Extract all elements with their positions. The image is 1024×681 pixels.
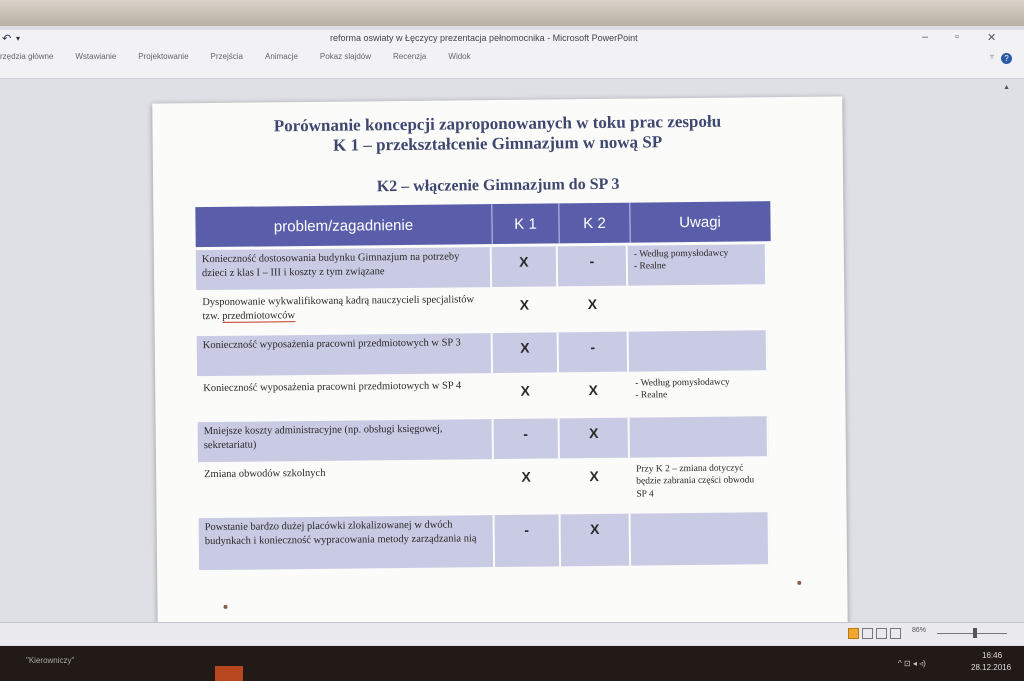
notes-cell: [629, 330, 768, 371]
k1-cell: -: [495, 514, 562, 567]
k2-cell: X: [560, 418, 630, 459]
notes-cell: [628, 287, 767, 328]
k1-cell: X: [493, 375, 559, 416]
notes-cell: [630, 416, 769, 457]
k1-cell: X: [492, 246, 558, 287]
tab-view[interactable]: Widok: [448, 52, 471, 61]
problem-cell: [196, 290, 492, 333]
k2-cell: X: [560, 461, 631, 512]
table-row: [196, 287, 771, 333]
maximize-button[interactable]: ▫: [955, 31, 959, 43]
decorative-dot: [223, 605, 227, 609]
notes-cell: Przy K 2 – zmiana dotyczyć będzie zabrania części obwodu SP 4: [630, 459, 770, 510]
slide-title-line-1: Porównanie koncepcji zaproponowanych w toku prac zespołu: [273, 111, 722, 136]
tab-insert[interactable]: Wstawianie: [75, 52, 117, 61]
tab-design[interactable]: Projektowanie: [138, 52, 189, 61]
header-notes: Uwagi: [679, 213, 721, 231]
close-button[interactable]: ✕: [987, 32, 997, 44]
header-k1: K 1: [492, 203, 559, 244]
status-bar: [0, 622, 1024, 645]
tab-review[interactable]: Recenzja: [393, 52, 427, 61]
table-row: [198, 459, 773, 515]
zoom-level[interactable]: 86%: [912, 627, 927, 634]
ceiling: [0, 0, 1024, 26]
tab-home[interactable]: rzędzia główne: [0, 52, 54, 61]
window-title: reforma oswiaty w Łęczycy prezentacja pełnomocnika - Microsoft PowerPoint: [330, 33, 638, 43]
taskbar: [0, 646, 1024, 681]
tab-animations[interactable]: Animacje: [264, 52, 298, 61]
powerpoint-taskbar-icon[interactable]: [215, 666, 243, 681]
k1-cell: X: [494, 461, 561, 512]
ribbon-tabs: [0, 52, 471, 61]
k2-cell: -: [558, 246, 628, 287]
decorative-dot: [797, 581, 801, 585]
slide-title-line-2: K 1 – przekształcenie Gimnazjum w nową SP: [333, 132, 663, 155]
table-row: [198, 416, 773, 462]
notes-cell: - Według pomysłodawcy - Realne: [628, 244, 767, 285]
tab-slideshow[interactable]: Pokaz slajdów: [319, 52, 372, 61]
tab-transitions[interactable]: Przejścia: [210, 52, 243, 61]
reading-view-icon[interactable]: [876, 628, 887, 639]
k2-cell: X: [559, 375, 629, 416]
zoom-slider[interactable]: [937, 633, 1007, 634]
comparison-table: [195, 201, 774, 570]
slide: [152, 96, 848, 635]
k2-cell: -: [559, 332, 629, 373]
problem-cell: Konieczność dostosowania budynku Gimnazjum na potrzeby dzieci z klas I – III i koszty z tym związane: [196, 247, 492, 290]
clock-date[interactable]: 28.12.2016: [971, 663, 1012, 672]
k1-cell: -: [494, 418, 560, 459]
problem-cell: Powstanie bardzo dużej placówki zlokalizowanej w dwóch budynkach i konieczność wypracowania metody zarządzania nią: [199, 515, 496, 570]
window-titlebar: [0, 30, 1024, 79]
header-problem: problem/zagadnienie: [195, 204, 492, 247]
table-header: [195, 201, 770, 247]
k2-cell: X: [561, 514, 632, 567]
problem-cell: Mniejsze koszty administracyjne (np. obsługi księgowej, sekretariatu): [198, 419, 494, 462]
undo-icon[interactable]: ↶: [2, 33, 12, 45]
notes-cell: - Według pomysłodawcy - Realne: [629, 373, 768, 414]
problem-underlined-text: przedmiotowców: [222, 309, 296, 322]
header-k2: K 2: [559, 203, 630, 244]
system-tray-icons[interactable]: ^ ⊡ ◂ ◃): [898, 659, 926, 668]
problem-cell: Konieczność wyposażenia pracowni przedmiotowych w SP 3: [197, 333, 493, 376]
k2-cell: X: [558, 289, 628, 330]
taskbar-item[interactable]: "Kierowniczy": [26, 656, 75, 665]
slide-subtitle: K2 – włączenie Gimnazjum do SP 3: [376, 175, 620, 196]
normal-view-icon[interactable]: [848, 628, 859, 639]
scroll-up-icon[interactable]: ▲: [1003, 84, 1010, 91]
notes-cell: [631, 512, 771, 565]
slideshow-view-icon[interactable]: [890, 628, 901, 639]
k1-cell: X: [492, 289, 558, 330]
table-row: [197, 373, 772, 419]
minimize-button[interactable]: –: [922, 31, 929, 43]
problem-cell: Konieczność wyposażenia pracowni przedmiotowych w SP 4: [197, 376, 493, 419]
help-icon[interactable]: ?: [1001, 53, 1012, 64]
slide-sorter-icon[interactable]: [862, 628, 873, 639]
zoom-slider-thumb[interactable]: [973, 628, 977, 638]
k1-cell: X: [493, 332, 559, 373]
problem-cell: Zmiana obwodów szkolnych: [198, 462, 495, 515]
clock-time[interactable]: 16:46: [982, 651, 1003, 660]
quick-access-dropdown-icon[interactable]: ▾: [16, 34, 21, 43]
table-row: [199, 512, 775, 570]
problem-text: Dysponowanie wykwalifikowaną kadrą nauczycieli specjalistów tzw.: [202, 294, 475, 322]
ribbon-collapse-icon[interactable]: ▿: [989, 52, 994, 61]
table-row: [196, 244, 771, 290]
table-row: [197, 330, 772, 376]
